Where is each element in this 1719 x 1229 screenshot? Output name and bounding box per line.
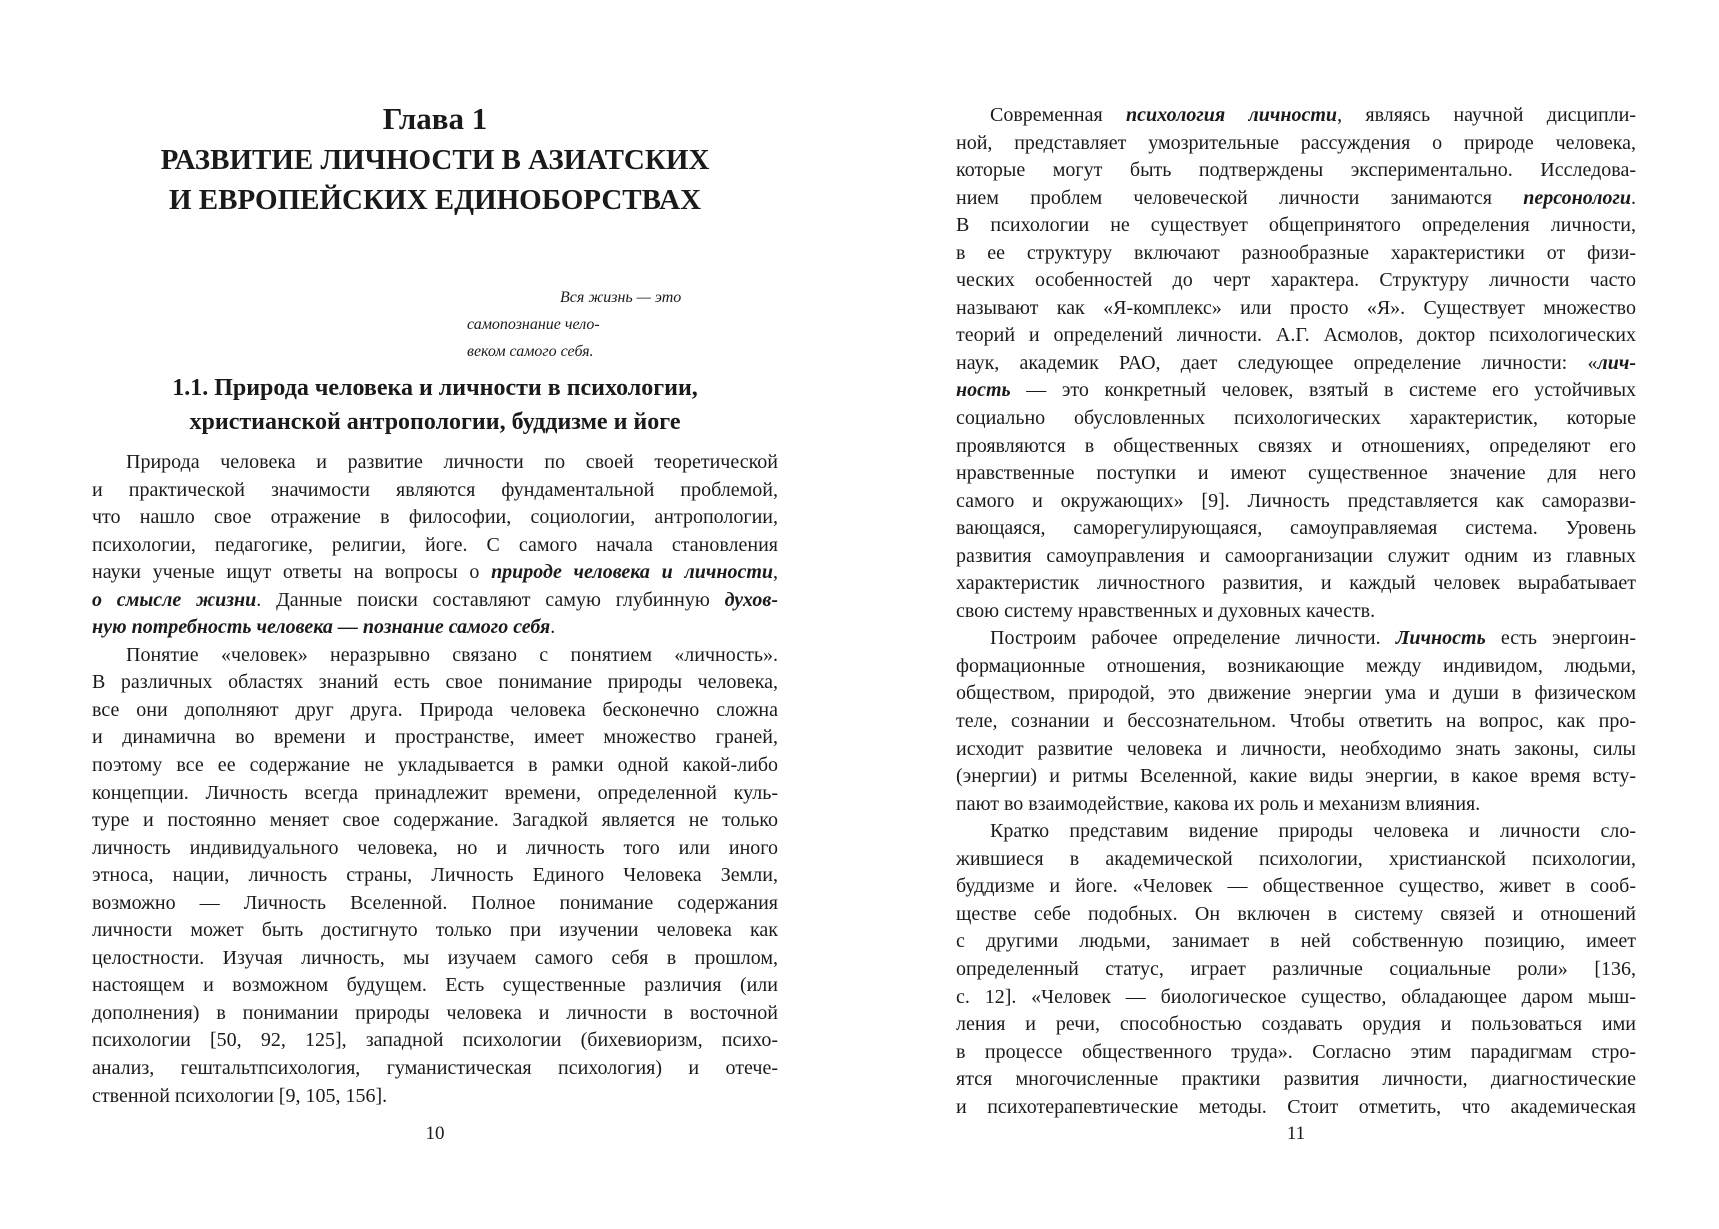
right-body-text bbox=[956, 102, 1636, 1121]
text-line: поэтому все ее содержание не укладывается в рамки одной какой-либо bbox=[92, 754, 778, 777]
text-line: теле, сознании и бессознательном. Чтобы ответить на вопрос, как про- bbox=[956, 710, 1636, 733]
chapter-title-line: РАЗВИТИЕ ЛИЧНОСТИ В АЗИАТСКИХ bbox=[160, 144, 710, 176]
left-body-text bbox=[92, 449, 778, 1110]
text-run: , являясь научной дисципли- bbox=[1337, 104, 1636, 126]
left-page bbox=[92, 0, 778, 1229]
text-run: . Данные поиски составляют самую глубинную bbox=[256, 588, 725, 611]
text-line: ления и речи, способностью создавать орудия и пользоваться ими bbox=[956, 1013, 1636, 1036]
text-run: , bbox=[773, 561, 778, 584]
text-line: ятся многочисленные практики развития личности, диагностические bbox=[956, 1068, 1636, 1091]
text-line: буддизме и йоге. «Человек — общественное существо, живет в сооб- bbox=[956, 875, 1636, 898]
text-line: ной, представляет умозрительные рассуждения о природе человека, bbox=[956, 131, 1636, 154]
emphasis: лич- bbox=[1597, 351, 1636, 374]
text-line bbox=[956, 625, 1636, 653]
emphasis: Личность bbox=[1395, 627, 1486, 650]
text-line: нравственные поступки и имеют существенное значение для него bbox=[956, 462, 1636, 485]
text-run: Современная bbox=[990, 104, 1126, 126]
text-line: и психотерапевтические методы. Стоит отметить, что академическая bbox=[956, 1095, 1636, 1118]
page-number: 11 bbox=[1286, 1123, 1306, 1144]
text-line: Понятие «человек» неразрывно связано с понятием «личность». bbox=[126, 643, 778, 666]
text-line: концепции. Личность всегда принадлежит времени, определенной куль- bbox=[92, 781, 778, 804]
text-run: науки ученые ищут ответы на вопросы о bbox=[92, 561, 492, 584]
text-line: исходит развитие человека и личности, необходимо знать законы, силы bbox=[956, 737, 1636, 760]
section-title bbox=[92, 371, 778, 439]
text-line: что нашло свое отражение в философии, социологии, антропологии, bbox=[92, 506, 778, 529]
text-line: пают во взаимодействие, какова их роль и механизм влияния. bbox=[956, 792, 1481, 815]
epigraph bbox=[467, 284, 777, 365]
text-line: свою систему нравственных и духовных качеств. bbox=[956, 599, 1376, 622]
text-line: дополнения) в понимании природы человека и личности в восточной bbox=[92, 1001, 778, 1024]
text-line: анализ, гештальтпсихология, гуманистическая психология) и отече- bbox=[92, 1057, 778, 1080]
text-line bbox=[956, 350, 1636, 378]
text-run: . bbox=[1631, 186, 1636, 209]
text-line: теорий и определений личности. А.Г. Асмолов, доктор психологических bbox=[956, 324, 1636, 347]
text-line bbox=[956, 377, 1636, 405]
text-line bbox=[92, 614, 778, 642]
text-line bbox=[956, 102, 1636, 130]
chapter-title-line: И ЕВРОПЕЙСКИХ ЕДИНОБОРСТВАХ bbox=[168, 184, 702, 216]
text-line: которые могут быть подтверждены экспериментально. Исследова- bbox=[956, 159, 1636, 182]
text-line: характеристик личностного развития, и каждый человек вырабатывает bbox=[956, 572, 1636, 595]
emphasis: персонологи bbox=[1523, 186, 1631, 209]
text-line: в ее структуру включают разнообразные характеристики от физи- bbox=[956, 241, 1636, 264]
text-line: проявляются в общественных связях и отношениях, определяют его bbox=[956, 434, 1636, 457]
text-line: называют как «Я-комплекс» или просто «Я». Существует множество bbox=[956, 296, 1636, 319]
emphasis: природе человека и личности bbox=[491, 561, 774, 584]
text-line bbox=[92, 559, 778, 587]
text-line: Кратко представим видение природы человека и личности сло- bbox=[990, 820, 1636, 843]
text-line: развития самоуправления и самоорганизации служит одним из главных bbox=[956, 544, 1636, 567]
text-line bbox=[92, 587, 778, 615]
text-line: жившиеся в академической психологии, христианской психологии, bbox=[956, 847, 1636, 870]
text-line: с. 12]. «Человек — биологическое существо, обладающее даром мыш- bbox=[956, 985, 1636, 1008]
text-line: и динамична во времени и пространстве, имеет множество граней, bbox=[92, 726, 778, 749]
text-line: личность индивидуального человека, но и личность того или иного bbox=[92, 836, 778, 859]
text-line: формационные отношения, возникающие между индивидом, людьми, bbox=[956, 654, 1636, 677]
section-title-line: христианской антропологии, буддизме и йоге bbox=[189, 409, 681, 435]
text-line: Природа человека и развитие личности по своей теоретической bbox=[126, 451, 778, 473]
text-line: В различных областях знаний есть свое понимание природы человека, bbox=[92, 671, 778, 694]
text-line: с другими людьми, занимает в ней собственную позицию, имеет bbox=[956, 930, 1636, 953]
emphasis: духов- bbox=[724, 588, 778, 611]
text-line: психологии, педагогике, религии, йоге. С самого начала становления bbox=[92, 533, 778, 556]
text-line: В психологии не существует общепринятого определения личности, bbox=[956, 214, 1636, 237]
text-line: и практической значимости являются фундаментальной проблемой, bbox=[92, 478, 778, 501]
text-line: настоящем и возможном будущем. Есть существенные различия (или bbox=[92, 974, 778, 997]
emphasis: ность bbox=[956, 379, 1011, 402]
emphasis: ную потребность человека — познание самого себя bbox=[92, 616, 551, 639]
epigraph-line: веком самого себя. bbox=[467, 343, 594, 360]
text-line: (энергии) и ритмы Вселенной, какие виды энергии, в какое время всту- bbox=[956, 765, 1636, 788]
text-run: — это конкретный человек, взятый в системе его устойчивых bbox=[1010, 379, 1636, 402]
text-line: целостности. Изучая личность, мы изучаем самого себя в прошлом, bbox=[92, 946, 778, 969]
emphasis: психология личности bbox=[1126, 104, 1338, 126]
text-line: в процессе общественного труда». Согласно этим парадигмам стро- bbox=[956, 1040, 1636, 1063]
text-line: обществом, природой, это движение энергии ума и души в физическом bbox=[956, 682, 1636, 705]
text-line: ческих особенностей до черт характера. Структуру личности часто bbox=[956, 269, 1636, 292]
text-line: социально обусловленных психологических характеристик, которые bbox=[956, 407, 1636, 430]
text-line: вающаяся, саморегулирующаяся, самоуправляемая система. Уровень bbox=[956, 517, 1636, 540]
text-run: наук, академик РАО, дает следующее определение личности: « bbox=[956, 351, 1598, 374]
section-title-line: 1.1. Природа человека и личности в психологии, bbox=[172, 375, 698, 401]
text-line bbox=[956, 185, 1636, 213]
text-line: возможно — Личность Вселенной. Полное понимание содержания bbox=[92, 891, 778, 914]
text-line: этноса, нации, личность страны, Личность Единого Человека Земли, bbox=[92, 864, 778, 887]
chapter-number: Глава 1 bbox=[382, 101, 488, 136]
text-line: ществе себе подобных. Он включен в систему связей и отношений bbox=[956, 902, 1636, 925]
text-run: есть энергоин- bbox=[1485, 627, 1636, 650]
text-line: самого и окружающих» [9]. Личность представляется как саморазви- bbox=[956, 489, 1636, 512]
text-line: определенный статус, играет различные социальные роли» [136, bbox=[956, 957, 1636, 980]
text-line: туре и постоянно меняет свое содержание. Загадкой является не только bbox=[92, 809, 778, 832]
text-run: . bbox=[550, 616, 556, 639]
text-run: нием проблем человеческой личности занимаются bbox=[956, 186, 1524, 209]
right-page bbox=[956, 0, 1636, 1229]
text-line: психологии [50, 92, 125], западной психологии (бихевиоризм, психо- bbox=[92, 1029, 778, 1052]
page-number: 10 bbox=[425, 1123, 445, 1144]
epigraph-line: Вся жизнь — это самопознание чело- bbox=[467, 289, 682, 333]
text-run: Построим рабочее определение личности. bbox=[990, 627, 1396, 650]
chapter-title bbox=[92, 140, 778, 220]
text-line: ственной психологии [9, 105, 156]. bbox=[92, 1084, 388, 1107]
text-line: все они дополняют друг друга. Природа человека бесконечно сложна bbox=[92, 698, 778, 721]
text-line: личности может быть достигнуто только при изучении человека как bbox=[92, 919, 778, 942]
emphasis: о смысле жизни bbox=[92, 588, 257, 611]
